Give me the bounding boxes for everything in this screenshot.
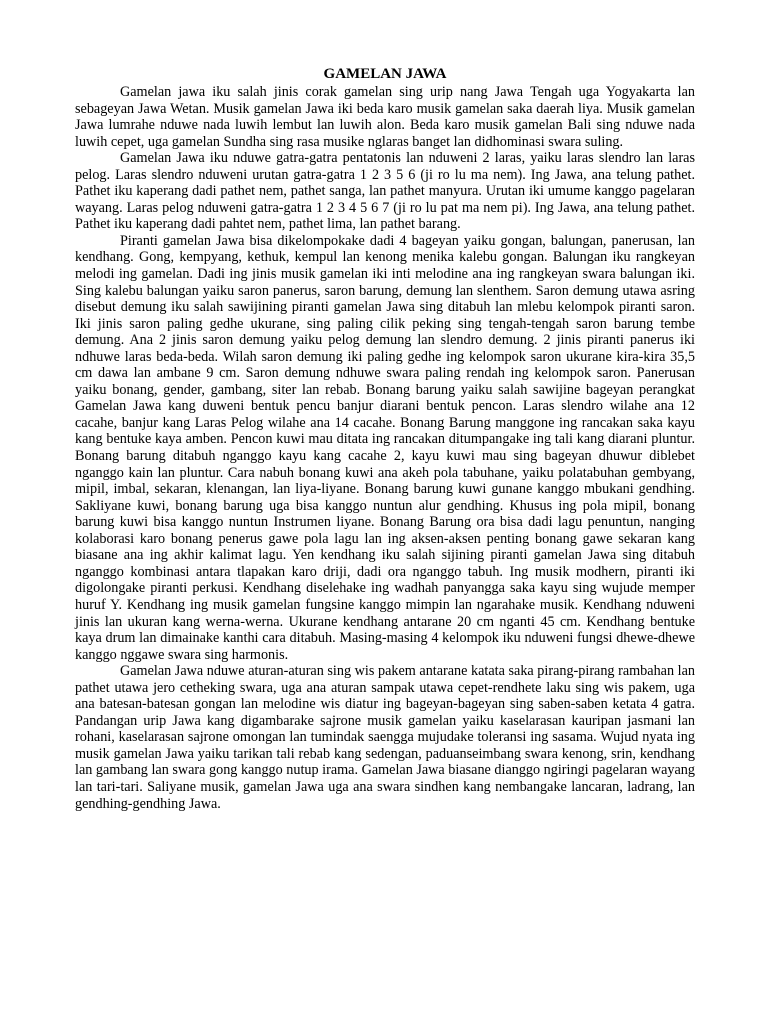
document-page <box>75 66 695 812</box>
paragraph-aturan: Gamelan Jawa nduwe aturan-aturan sing wis pakem antarane katata saka pirang-pirang rambahan lan pathet utawa jero cetheking swara, uga ana aturan sampak utawa cepet-rendhete laku sing wis pakem, uga ana batesan-batesan gongan lan melodine wis diatur ing bageyan-bageyan sing saben-saben ketata 4 gatra. Pandangan urip Jawa kang digambarake sajrone musik gamelan yaiku kaselarasan kauripan jasmani lan rohani, kaselarasan sajrone omongan lan tumindak saengga mujudake toleransi ing sasama. Wujud nyata ing musik gamelan Jawa yaiku tarikan tali rebab kang sedengan, paduanseimbang swara kenong, srin, kendhang lan gambang lan swara gong kanggo nutup irama. Gamelan Jawa biasane dianggo ngiringi pagelaran wayang lan tari-tari. Saliyane musik, gamelan Jawa uga ana swara sindhen kang nembangake lancaran, ladrang, lan gendhing-gendhing Jawa. <box>75 663 695 812</box>
paragraph-intro: Gamelan jawa iku salah jinis corak gamelan sing urip nang Jawa Tengah uga Yogyakarta lan sebageyan Jawa Wetan. Musik gamelan Jawa iki beda karo musik gamelan saka daerah liya. Musik gamelan Jawa lumrahe nduwe nada luwih lembut lan luwih alon. Beda karo musik gamelan Bali sing nduwe nada luwih cepet, uga gamelan Sundha sing rasa musike nglaras banget lan didhominasi swara suling. <box>75 84 695 150</box>
paragraph-laras: Gamelan Jawa iku nduwe gatra-gatra pentatonis lan nduweni 2 laras, yaiku laras slendro lan laras pelog. Laras slendro nduweni urutan gatra-gatra 1 2 3 5 6 (ji ro lu ma nem). Ing Jawa, ana telung pathet. Pathet iku kaperang dadi pathet nem, pathet sanga, lan pathet manyura. Urutan iki umume kanggo pagelaran wayang. Laras pelog nduweni gatra-gatra 1 2 3 4 5 6 7 (ji ro lu pat ma nem pi). Ing Jawa, ana telung pathet. Pathet iku kaperang dadi pahtet nem, pathet lima, lan pathet barang. <box>75 150 695 233</box>
paragraph-piranti: Piranti gamelan Jawa bisa dikelompokake dadi 4 bageyan yaiku gongan, balungan, panerusan, lan kendhang. Gong, kempyang, kethuk, kempul lan kenong menika kalebu gongan. Balungan iku rangkeyan melodi ing gamelan. Dadi ing jinis musik gamelan iki inti melodine ana ing rangkeyan swara balungan iki. Sing kalebu balungan yaiku saron panerus, saron barung, demung lan slenthem. Saron demung utawa asring disebut demung iku salah sawijining piranti gamelan Jawa sing ditabuh lan mlebu kelompok piranti saron. Iki jinis saron paling gedhe ukurane, sing paling cilik peking sing tengah-tengah saron barung tembe demung. Ana 2 jinis saron demung yaiku pelog demung lan slendro demung. 2 jinis piranti panerus iki ndhuwe laras beda-beda. Wilah saron demung iki paling gedhe ing kelompok saron ukurane kira-kira 35,5 cm dawa lan ambane 9 cm. Saron demung ndhuwe swara paling rendah ing kelompok saron. Panerusan yaiku bonang, gender, gambang, siter lan rebab. Bonang barung yaiku salah sawijine bageyan perangkat Gamelan Jawa kang duweni bentuk pencu banjur diarani bentuk pencon. Laras slendro wilahe ana 12 cacahe, banjur kang Laras Pelog wilahe ana 14 cacahe. Bonang Barung manggone ing rancakan saka kayu kang bentuke kaya amben. Pencon kuwi mau ditata ing rancakan ditumpangake ing tali kang diarani pluntur. Bonang barung ditabuh nganggo kayu kang cacahe 2, kayu kuwi mau sing bageyan dhuwur diblebet nganggo kain lan pluntur. Cara nabuh bonang kuwi ana akeh pola tabuhane, yaiku polatabuhan gembyang, mipil, imbal, sekaran, klenangan, lan liya-liyane. Bonang barung kuwi gunane kanggo mbukani gendhing. Sakliyane kuwi, bonang barung uga bisa kanggo nuntun alur gendhing. Khusus ing pola mipil, bonang barung kuwi bisa kanggo nuntun Instrumen liyane. Bonang Barung ora bisa dadi lagu penuntun, nanging kolaborasi karo bonang penerus gawe pola lagu lan ing aksen-aksen penting bonang gawe sekaran kang biasane ana ing akhir kalimat lagu. Yen kendhang iku salah sijining piranti gamelan Jawa sing ditabuh nganggo kombinasi antara tlapakan karo driji, dadi ora nganggo tabuh. Ing musik modhern, piranti iki digolongake piranti perkusi. Kendhang diselehake ing wadhah panyangga saka kayu sing wujude memper huruf Y. Kendhang ing musik gamelan fungsine kanggo mimpin lan ngarahake musik. Kendhang nduweni jinis lan ukuran kang werna-werna. Ukurane kendhang antarane 20 cm nganti 45 cm. Kendhang bentuke kaya drum lan dimainake kanthi cara ditabuh. Masing-masing 4 kelompok iku nduweni fungsi dhewe-dhewe kanggo nggawe swara sing harmonis. <box>75 232 695 663</box>
document-title: GAMELAN JAWA <box>323 66 447 82</box>
